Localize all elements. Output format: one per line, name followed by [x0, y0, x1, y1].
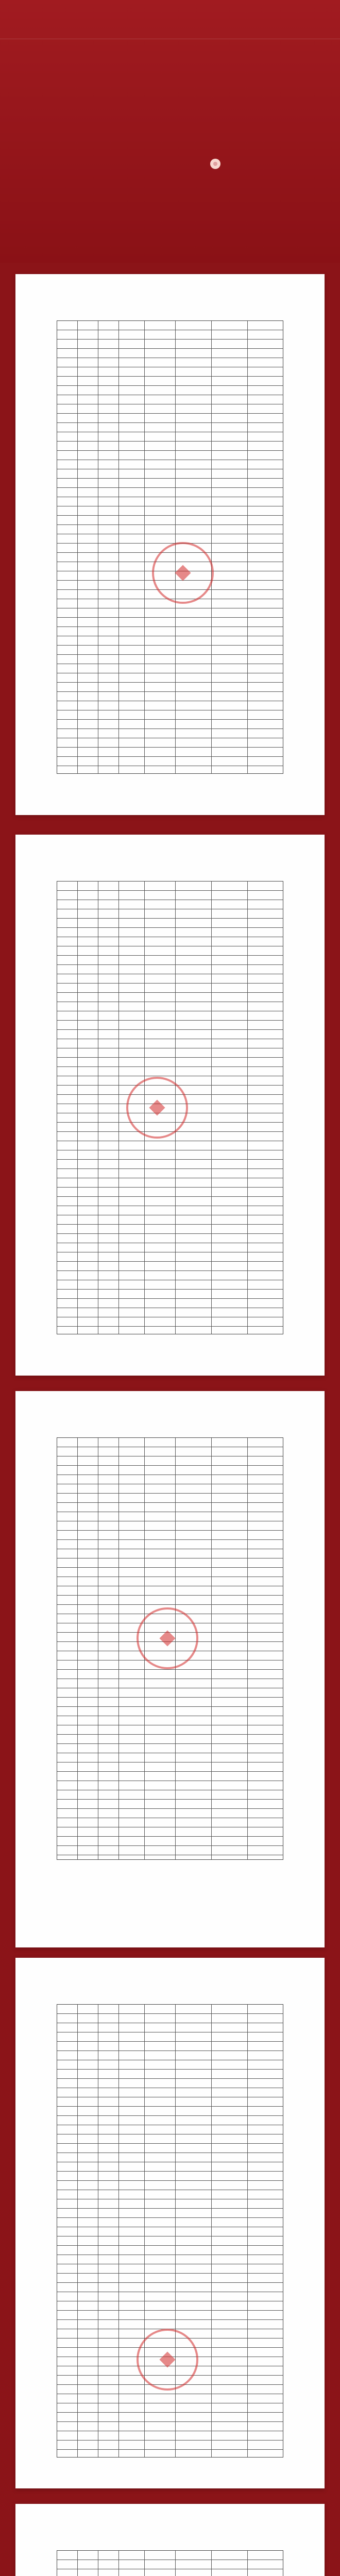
top-bar [0, 0, 340, 39]
hero-banner [0, 0, 340, 263]
orchid-icon [206, 155, 225, 173]
red-seal-stamp [137, 1607, 198, 1669]
red-seal-stamp [137, 2329, 198, 2391]
price-list-page-4 [15, 1958, 325, 2488]
hero-title-block [62, 80, 268, 85]
price-list-page-1 [15, 274, 325, 815]
price-list-page-2 [15, 835, 325, 1376]
red-seal-stamp [126, 1077, 188, 1139]
price-list-page-5 [15, 2504, 325, 2576]
price-list-page-3 [15, 1391, 325, 1947]
red-seal-stamp [152, 542, 214, 604]
price-table-grid [57, 2550, 283, 2576]
